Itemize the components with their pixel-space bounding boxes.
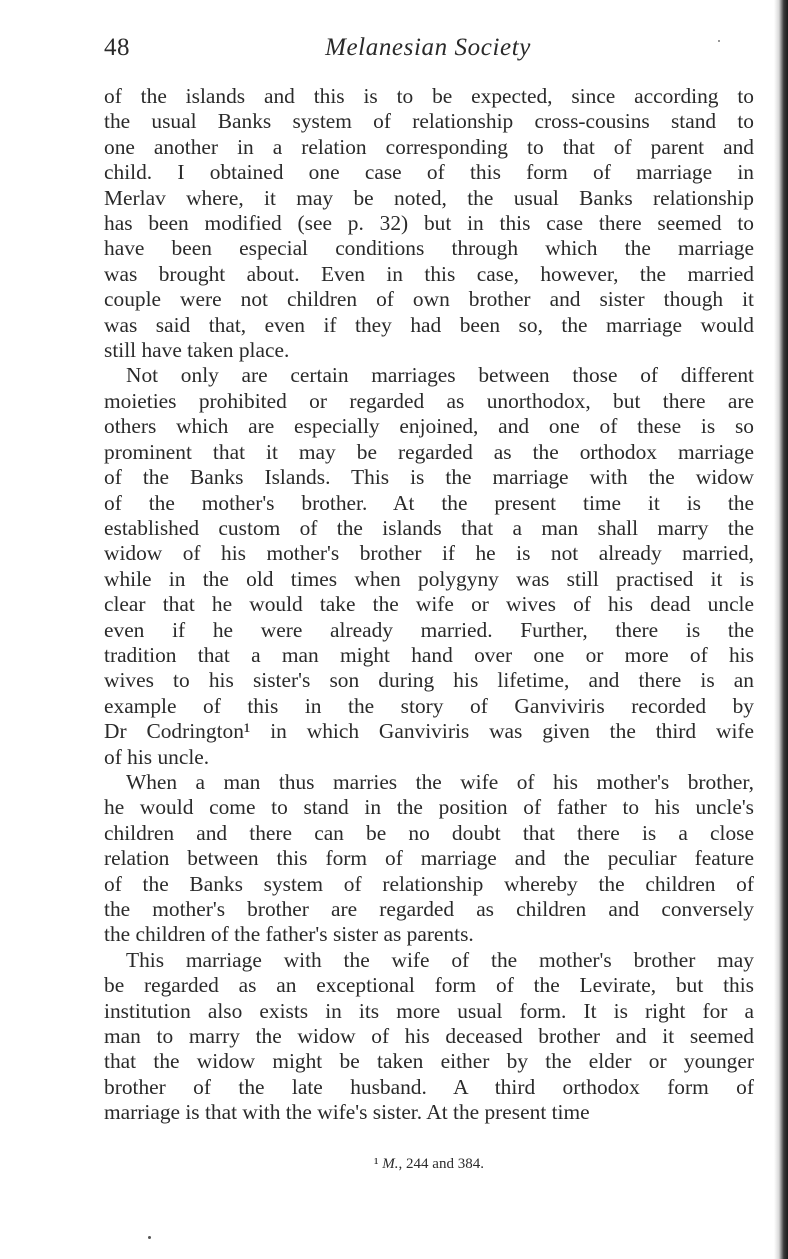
text-line: even if he were already married. Further, there is the <box>104 617 754 642</box>
text-line: still have taken place. <box>104 338 290 363</box>
text-line: be regarded as an exceptional form of the Levirate, but this <box>104 973 754 998</box>
page-edge-shadow <box>774 0 788 1259</box>
text-line: example of this in the story of Ganviviris recorded by <box>104 693 754 718</box>
text-line: tradition that a man might hand over one or more of his <box>104 642 754 667</box>
text-line: that the widow might be taken either by the elder or younger <box>104 1049 754 1074</box>
ink-speck <box>148 1236 151 1239</box>
text-line: was said that, even if they had been so, the marriage would <box>104 312 754 337</box>
footnote <box>104 1156 754 1173</box>
text-line: institution also exists in its more usual form. It is right for a <box>104 998 754 1023</box>
text-line: established custom of the islands that a man shall marry the <box>104 515 754 540</box>
text-line: clear that he would take the wife or wives of his dead uncle <box>104 592 754 617</box>
text-line: of the Banks Islands. This is the marriage with the widow <box>104 465 754 490</box>
text-line: wives to his sister's son during his lifetime, and there is an <box>104 668 754 693</box>
text-line: the usual Banks system of relationship cross-cousins stand to <box>104 109 754 134</box>
text-line: one another in a relation corresponding to that of parent and <box>104 134 754 159</box>
running-title: Melanesian Society <box>325 34 531 61</box>
paragraph <box>104 770 754 948</box>
text-line: brother of the late husband. A third orthodox form of <box>104 1074 754 1099</box>
paragraph <box>104 363 754 770</box>
text-line: was brought about. Even in this case, however, the married <box>104 261 754 286</box>
text-line: couple were not children of own brother and sister though it <box>104 287 754 312</box>
text-line: have been especial conditions through which the marriage <box>104 236 754 261</box>
paragraph <box>104 948 754 1126</box>
text-line: while in the old times when polygyny was still practised it is <box>104 566 754 591</box>
text-line: relation between this form of marriage and the peculiar feature <box>104 846 754 871</box>
footnote-reference: M. <box>382 1156 399 1172</box>
text-line: man to marry the widow of his deceased brother and it seemed <box>104 1024 754 1049</box>
text-line: he would come to stand in the position of father to his uncle's <box>104 795 754 820</box>
footnote-pages: , 244 and 384. <box>398 1156 484 1172</box>
text-line: children and there can be no doubt that there is a close <box>104 820 754 845</box>
page-header <box>104 34 752 68</box>
text-line: of the Banks system of relationship whereby the children of <box>104 871 754 896</box>
text-line: Merlav where, it may be noted, the usual Banks relationship <box>104 185 754 210</box>
text-line: of his uncle. <box>104 744 210 769</box>
text-line: moieties prohibited or regarded as unorthodox, but there are <box>104 388 754 413</box>
text-line: others which are especially enjoined, and one of these is so <box>104 414 754 439</box>
text-line: of the mother's brother. At the present time it is the <box>104 490 754 515</box>
text-line: Not only are certain marriages between those of different <box>126 363 754 388</box>
paragraph <box>104 84 754 363</box>
text-line: When a man thus marries the wife of his mother's brother, <box>126 769 754 794</box>
text-line: Dr Codrington¹ in which Ganviviris was given the third wife <box>104 719 754 744</box>
text-line: widow of his mother's brother if he is not already married, <box>104 541 754 566</box>
body-text <box>104 84 754 1126</box>
text-line: of the islands and this is to be expected, since according to <box>104 84 754 108</box>
text-line: marriage is that with the wife's sister. At the present time <box>104 1100 590 1125</box>
text-line: the children of the father's sister as parents. <box>104 922 474 947</box>
text-line: This marriage with the wife of the mother's brother may <box>126 947 754 972</box>
text-line: child. I obtained one case of this form of marriage in <box>104 160 754 185</box>
page-number: 48 <box>104 34 130 61</box>
text-line: prominent that it may be regarded as the orthodox marriage <box>104 439 754 464</box>
footnote-marker: ¹ <box>374 1156 379 1172</box>
text-line: the mother's brother are regarded as children and conversely <box>104 897 754 921</box>
text-line: has been modified (see p. 32) but in this case there seemed to <box>104 211 754 236</box>
